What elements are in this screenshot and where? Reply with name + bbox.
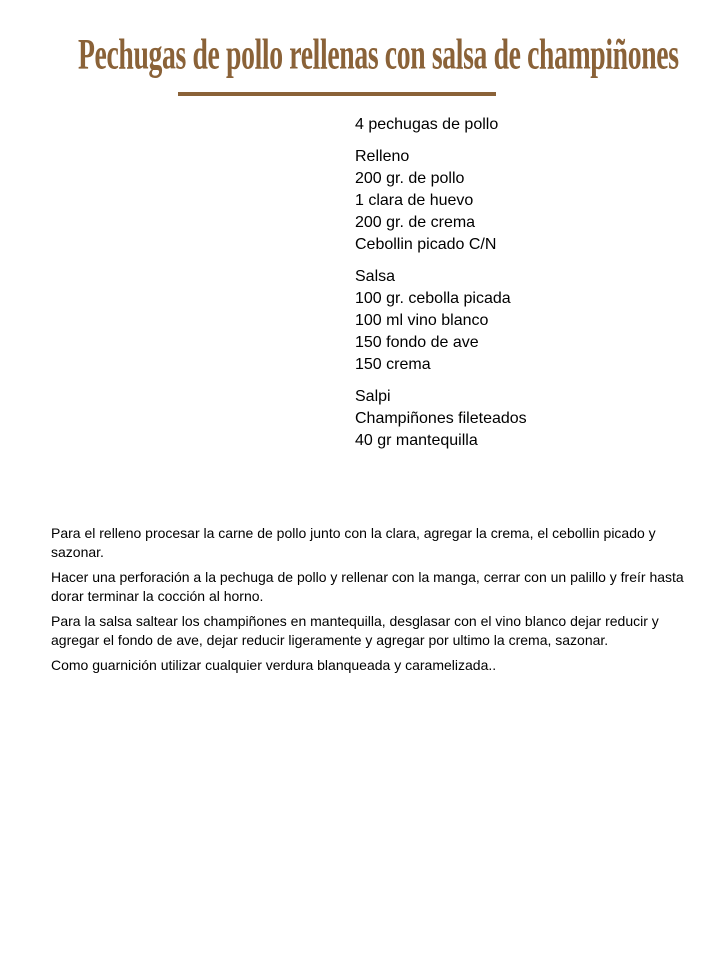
instructions [51, 524, 691, 681]
ingredient-group-main [355, 114, 695, 136]
instruction-paragraph: Para la salsa saltear los champiñones en mantequilla, desglasar con el vino blanco dejar reducir y agregar el fondo de ave, dejar reducir ligeramente y agregar por ultimo la crema, sazonar. [51, 613, 659, 648]
ingredient-line: 150 fondo de ave [355, 334, 479, 351]
ingredient-line: 200 gr. de crema [355, 214, 476, 231]
ingredient-heading: Relleno [355, 148, 410, 165]
ingredient-line: Champiñones fileteados [355, 410, 527, 427]
ingredient-group-salpi [355, 386, 695, 452]
ingredient-line: 1 clara de huevo [355, 192, 474, 209]
ingredient-line: 200 gr. de pollo [355, 170, 465, 187]
ingredient-group-salsa [355, 266, 695, 376]
ingredient-heading: Salpi [355, 388, 391, 405]
instruction-paragraph: Como guarnición utilizar cualquier verdura blanqueada y caramelizada.. [51, 657, 497, 673]
ingredients-list [355, 114, 695, 462]
ingredient-heading: Salsa [355, 268, 396, 285]
page-title: Pechugas de pollo rellenas con salsa de champiñones [78, 30, 679, 79]
ingredient-group-relleno [355, 146, 695, 256]
ingredient-line: 100 gr. cebolla picada [355, 290, 511, 307]
ingredient-line: Cebollin picado C/N [355, 236, 497, 253]
ingredient-line: 150 crema [355, 356, 431, 373]
title-underline [178, 92, 496, 96]
ingredient-line: 4 pechugas de pollo [355, 116, 499, 133]
ingredient-line: 40 gr mantequilla [355, 432, 478, 449]
instruction-paragraph: Hacer una perforación a la pechuga de pollo y rellenar con la manga, cerrar con un palillo y freír hasta dorar terminar la cocción al horno. [51, 569, 684, 604]
ingredient-line: 100 ml vino blanco [355, 312, 489, 329]
instruction-paragraph: Para el relleno procesar la carne de pollo junto con la clara, agregar la crema, el cebollin picado y sazonar. [51, 525, 656, 560]
